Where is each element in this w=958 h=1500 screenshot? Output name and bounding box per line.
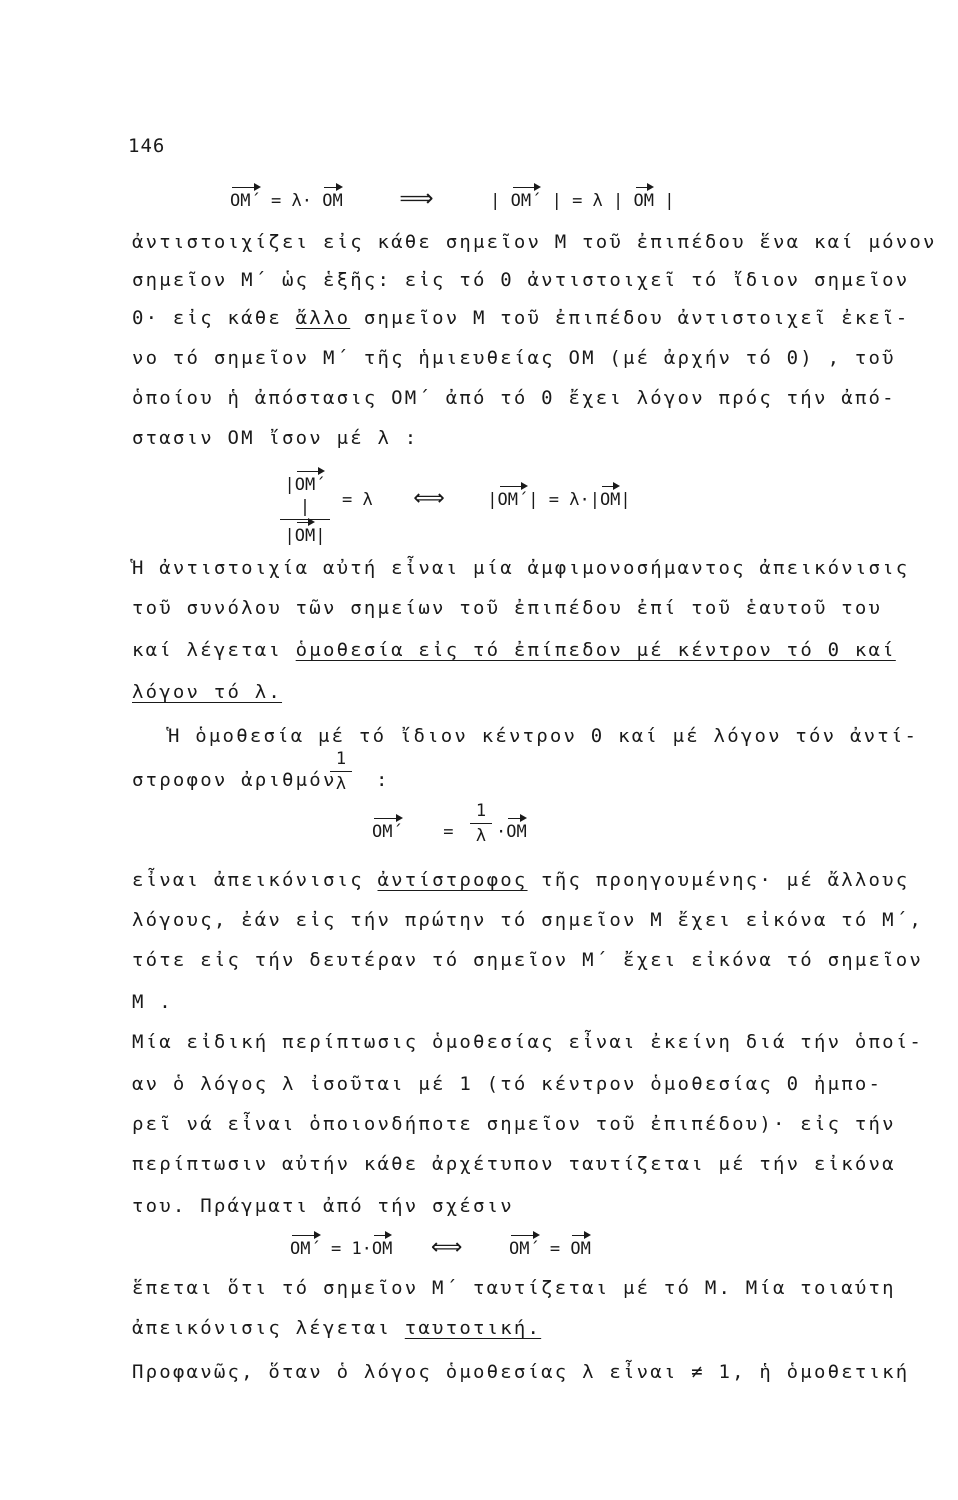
text-line: νο τό σημεῖον Μ´ τῆς ἡμιευθείας ΟΜ (μέ ἀρχήν τό 0) , τοῦ — [132, 347, 896, 369]
text-line: αν ὁ λόγος λ ἰσοῦται μέ 1 (τό κέντρον ὁμοθεσίας 0 ἠμπο- — [132, 1073, 883, 1095]
text-line: Προφανῶς, ὅταν ὁ λόγος ὁμοθεσίας λ εἶναι ≠ 1, ἡ ὁμοθετική — [132, 1361, 910, 1383]
text-line: Μία εἰδική περίπτωσις ὁμοθεσίας εἶναι ἐκείνη διά τήν ὁποί- — [132, 1031, 924, 1053]
lambda-factor: λ· — [291, 191, 312, 211]
text-line: σημεῖον Μ´ ὡς ἑξῆς: εἰς τό 0 ἀντιστοιχεῖ τό ἴδιον σημεῖον — [132, 269, 910, 291]
text-line — [132, 680, 282, 704]
text-line: καί λέγεται ὁμοθεσία εἰς τό ἐπίπεδον μέ κέντρον τό 0 καί — [132, 639, 896, 661]
underlined-definition-end: λόγον τό λ. — [132, 681, 283, 703]
abs-bar-right-2: | — [664, 191, 675, 211]
text-line: ρεῖ νά εἶναι ὁποιονδήποτε σημεῖον τοῦ ἐπιπέδου)· εἰς τήν — [132, 1113, 896, 1135]
implies-arrow: ⟹ — [399, 184, 434, 212]
text-line: περίπτωσιν αὐτήν κάθε ἀρχέτυπον ταυτίζεται μέ τήν εἰκόνα — [132, 1153, 896, 1175]
underlined-allo: ἄλλο — [295, 307, 351, 329]
vector-om: OM — [322, 186, 342, 212]
equation-identity: OM´ = 1·OM ⟺ OM´ = OM — [290, 1235, 591, 1260]
equation-inverse: OM´ = — [372, 817, 453, 843]
text-line: ἀντιστοιχίζει εἰς κάθε σημεῖον Μ τοῦ ἐπιπέδου ἕνα καί μόνον — [132, 231, 937, 253]
underlined-identity: ταυτοτική. — [404, 1317, 542, 1339]
text-line: Ἡ ὁμοθεσία μέ τό ἴδιον κέντρον 0 καί μέ λόγον τόν ἀντί- — [168, 725, 919, 747]
text-line: Ἡ ἀντιστοιχία αὐτή εἶναι μία ἀμφιμονοσήμαντος ἀπεικόνισις — [132, 557, 910, 579]
text-line: 0· εἰς κάθε ἄλλο σημεῖον Μ τοῦ ἐπιπέδου ἀντιστοιχεῖ ἐκεῖ- — [132, 307, 910, 329]
fraction-one-over-lambda: 1 λ — [330, 748, 352, 795]
vector-om-abs: OM — [634, 186, 654, 212]
text-line: τότε εἰς τήν δευτέραν τό σημεῖον Μ´ ἔχει εἰκόνα τό σημεῖον — [132, 949, 924, 971]
abs-bar-left-2: | — [613, 191, 624, 211]
abs-bar-left: | — [490, 191, 501, 211]
text-line: εἶναι ἀπεικόνισις ἀντίστροφος τῆς προηγουμένης· μέ ἄλλους — [132, 869, 910, 891]
vector-om-prime-abs: OM´ — [511, 186, 542, 212]
underlined-inverse: ἀντίστροφος — [377, 869, 528, 891]
fraction-abs-ratio: |OM´| |OM| — [280, 470, 330, 547]
text-line: στασιν ΟΜ ἴσον μέ λ : — [132, 427, 419, 449]
text-line: Μ . — [132, 991, 173, 1013]
text-line: λόγους, ἐάν εἰς τήν πρώτην τό σημεῖον Μ ἔχει εἰκόνα τό Μ´, — [132, 909, 924, 931]
iff-arrow: ⟺ — [413, 486, 445, 511]
abs-bar-right: | — [551, 191, 562, 211]
fraction-inverse: 1 λ — [470, 800, 492, 847]
eq-lambda: = λ — [572, 191, 603, 211]
iff-arrow-2: ⟺ — [430, 1235, 463, 1260]
text-line: τοῦ συνόλου τῶν σημείων τοῦ ἐπιπέδου ἐπί τοῦ ἑαυτοῦ του — [132, 597, 883, 619]
text-line: ἀπεικόνισις λέγεται ταυτοτική. — [132, 1317, 542, 1339]
text-line: του. Πράγματι ἀπό τήν σχέσιν — [132, 1195, 514, 1217]
equation-ratio: = λ ⟺ |OM´| = λ·|OM| — [342, 486, 631, 511]
text-line: στροφον ἀριθμόν — [132, 769, 337, 791]
text-line: ἕπεται ὅτι τό σημεῖον Μ´ ταυτίζεται μέ τό Μ. Μία τοιαύτη — [132, 1277, 896, 1299]
text-line: ὁποίου ἡ ἀπόστασις ΟΜ´ ἀπό τό 0 ἔχει λόγον πρός τήν ἀπό- — [132, 387, 896, 409]
vector-om-prime: OM´ — [230, 186, 261, 212]
equation-homothety-definition — [230, 186, 675, 212]
equation-inverse-rhs: ·OM — [496, 817, 527, 843]
underlined-definition: ὁμοθεσία εἰς τό ἐπίπεδον μέ κέντρον τό 0 καί — [295, 639, 896, 661]
eq-sign: = — [270, 191, 282, 211]
page-number: 146 — [128, 135, 166, 157]
colon: : — [376, 769, 390, 791]
